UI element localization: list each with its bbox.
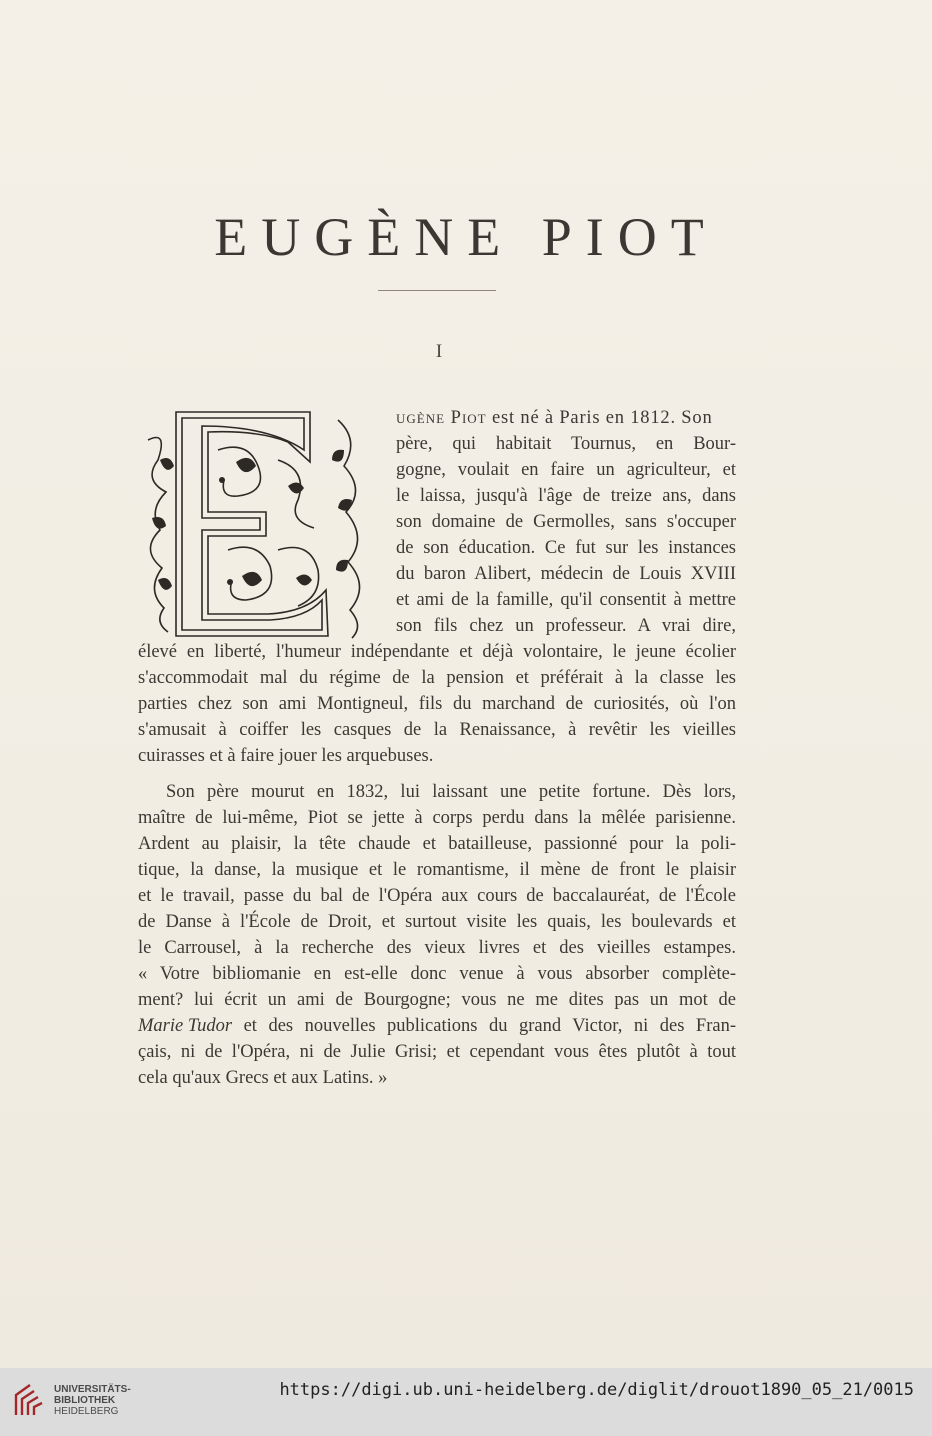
text-line: s'amusait à coiffer les casques de la Renaissance, à revêtir les vieilles [138,720,736,740]
text-line: s'accommodait mal du régime de la pension et préférait à la classe les [138,668,736,688]
text-line: de son éducation. Ce fut sur les instances [396,538,736,558]
text-line: le Carrousel, à la recherche des vieux livres et des vieilles estampes. [138,938,736,958]
text-line: père, qui habitait Tournus, en Bour- [396,434,736,454]
institution-line-2: BIBLIOTHEK [54,1395,116,1406]
lead-rest: est né à Paris en 1812. Son [486,408,713,428]
ornamental-initial-e-icon [138,400,374,644]
institution-name [54,1384,131,1417]
text-line: Son père mourut en 1832, lui laissant une petite fortune. Dès lors, [166,782,736,802]
text-line: et ami de la famille, qu'il consentit à mettre [396,590,736,610]
title-divider [378,290,496,291]
text-line: élevé en liberté, l'humeur indépendante et déjà volontaire, le jeune écolier [138,642,736,662]
text-line: du baron Alibert, médecin de Louis XVIII [396,564,736,584]
text-line: cuirasses et à faire jouer les arquebuses. [138,746,434,766]
page-title: EUGÈNE PIOT [214,207,718,267]
text-line: son domaine de Germolles, sans s'occuper [396,512,736,532]
text-line [138,1013,736,1039]
text-line: et le travail, passe du bal de l'Opéra aux cours de baccalauréat, de l'École [138,886,736,906]
text-line: cela qu'aux Grecs et aux Latins. » [138,1068,388,1088]
viewer-footer [0,1368,932,1436]
text-line: le laissa, jusqu'à l'âge de treize ans, dans [396,486,736,506]
text-line: « Votre bibliomanie en est-elle donc venue à vous absorber complète- [138,964,736,984]
university-library-logo-icon [10,1381,48,1421]
text-line: ment? lui écrit un ami de Bourgogne; vous ne me dites pas un mot de [138,990,736,1010]
text-line: maître de lui-même, Piot se jette à corps perdu dans la mêlée parisienne. [138,808,736,828]
section-number: I [435,341,443,362]
institution-line-3: HEIDELBERG [54,1406,119,1417]
italic-title: Marie Tudor [138,1016,233,1036]
text-line: tique, la danse, la musique et le romantisme, il mène de front le plaisir [138,860,736,880]
text-line: çais, ni de l'Opéra, ni de Julie Grisi; et cependant vous êtes plutôt à tout [138,1042,736,1062]
text-line: son fils chez un professeur. A vrai dire, [396,616,736,636]
lead-smallcaps: ugène Piot [396,408,487,428]
text-after-italic: et des nouvelles publications du grand Victor, ni des Fran- [232,1016,736,1036]
text-line: de Danse à l'École de Droit, et surtout visite les quais, les boulevards et [138,912,736,932]
permalink-url[interactable]: https://digi.ub.uni-heidelberg.de/diglit/drouot1890_05_21/0015 [279,1380,914,1400]
text-line: gogne, voulait en faire un agriculteur, et [396,460,736,480]
text-line: parties chez son ami Montigneul, fils du marchand de curiosités, où l'on [138,694,736,714]
text-line [396,405,736,431]
text-line: Ardent au plaisir, la tête chaude et batailleuse, passionné pour la poli- [138,834,736,854]
institution-line-1: UNIVERSITÄTS- [54,1384,131,1395]
